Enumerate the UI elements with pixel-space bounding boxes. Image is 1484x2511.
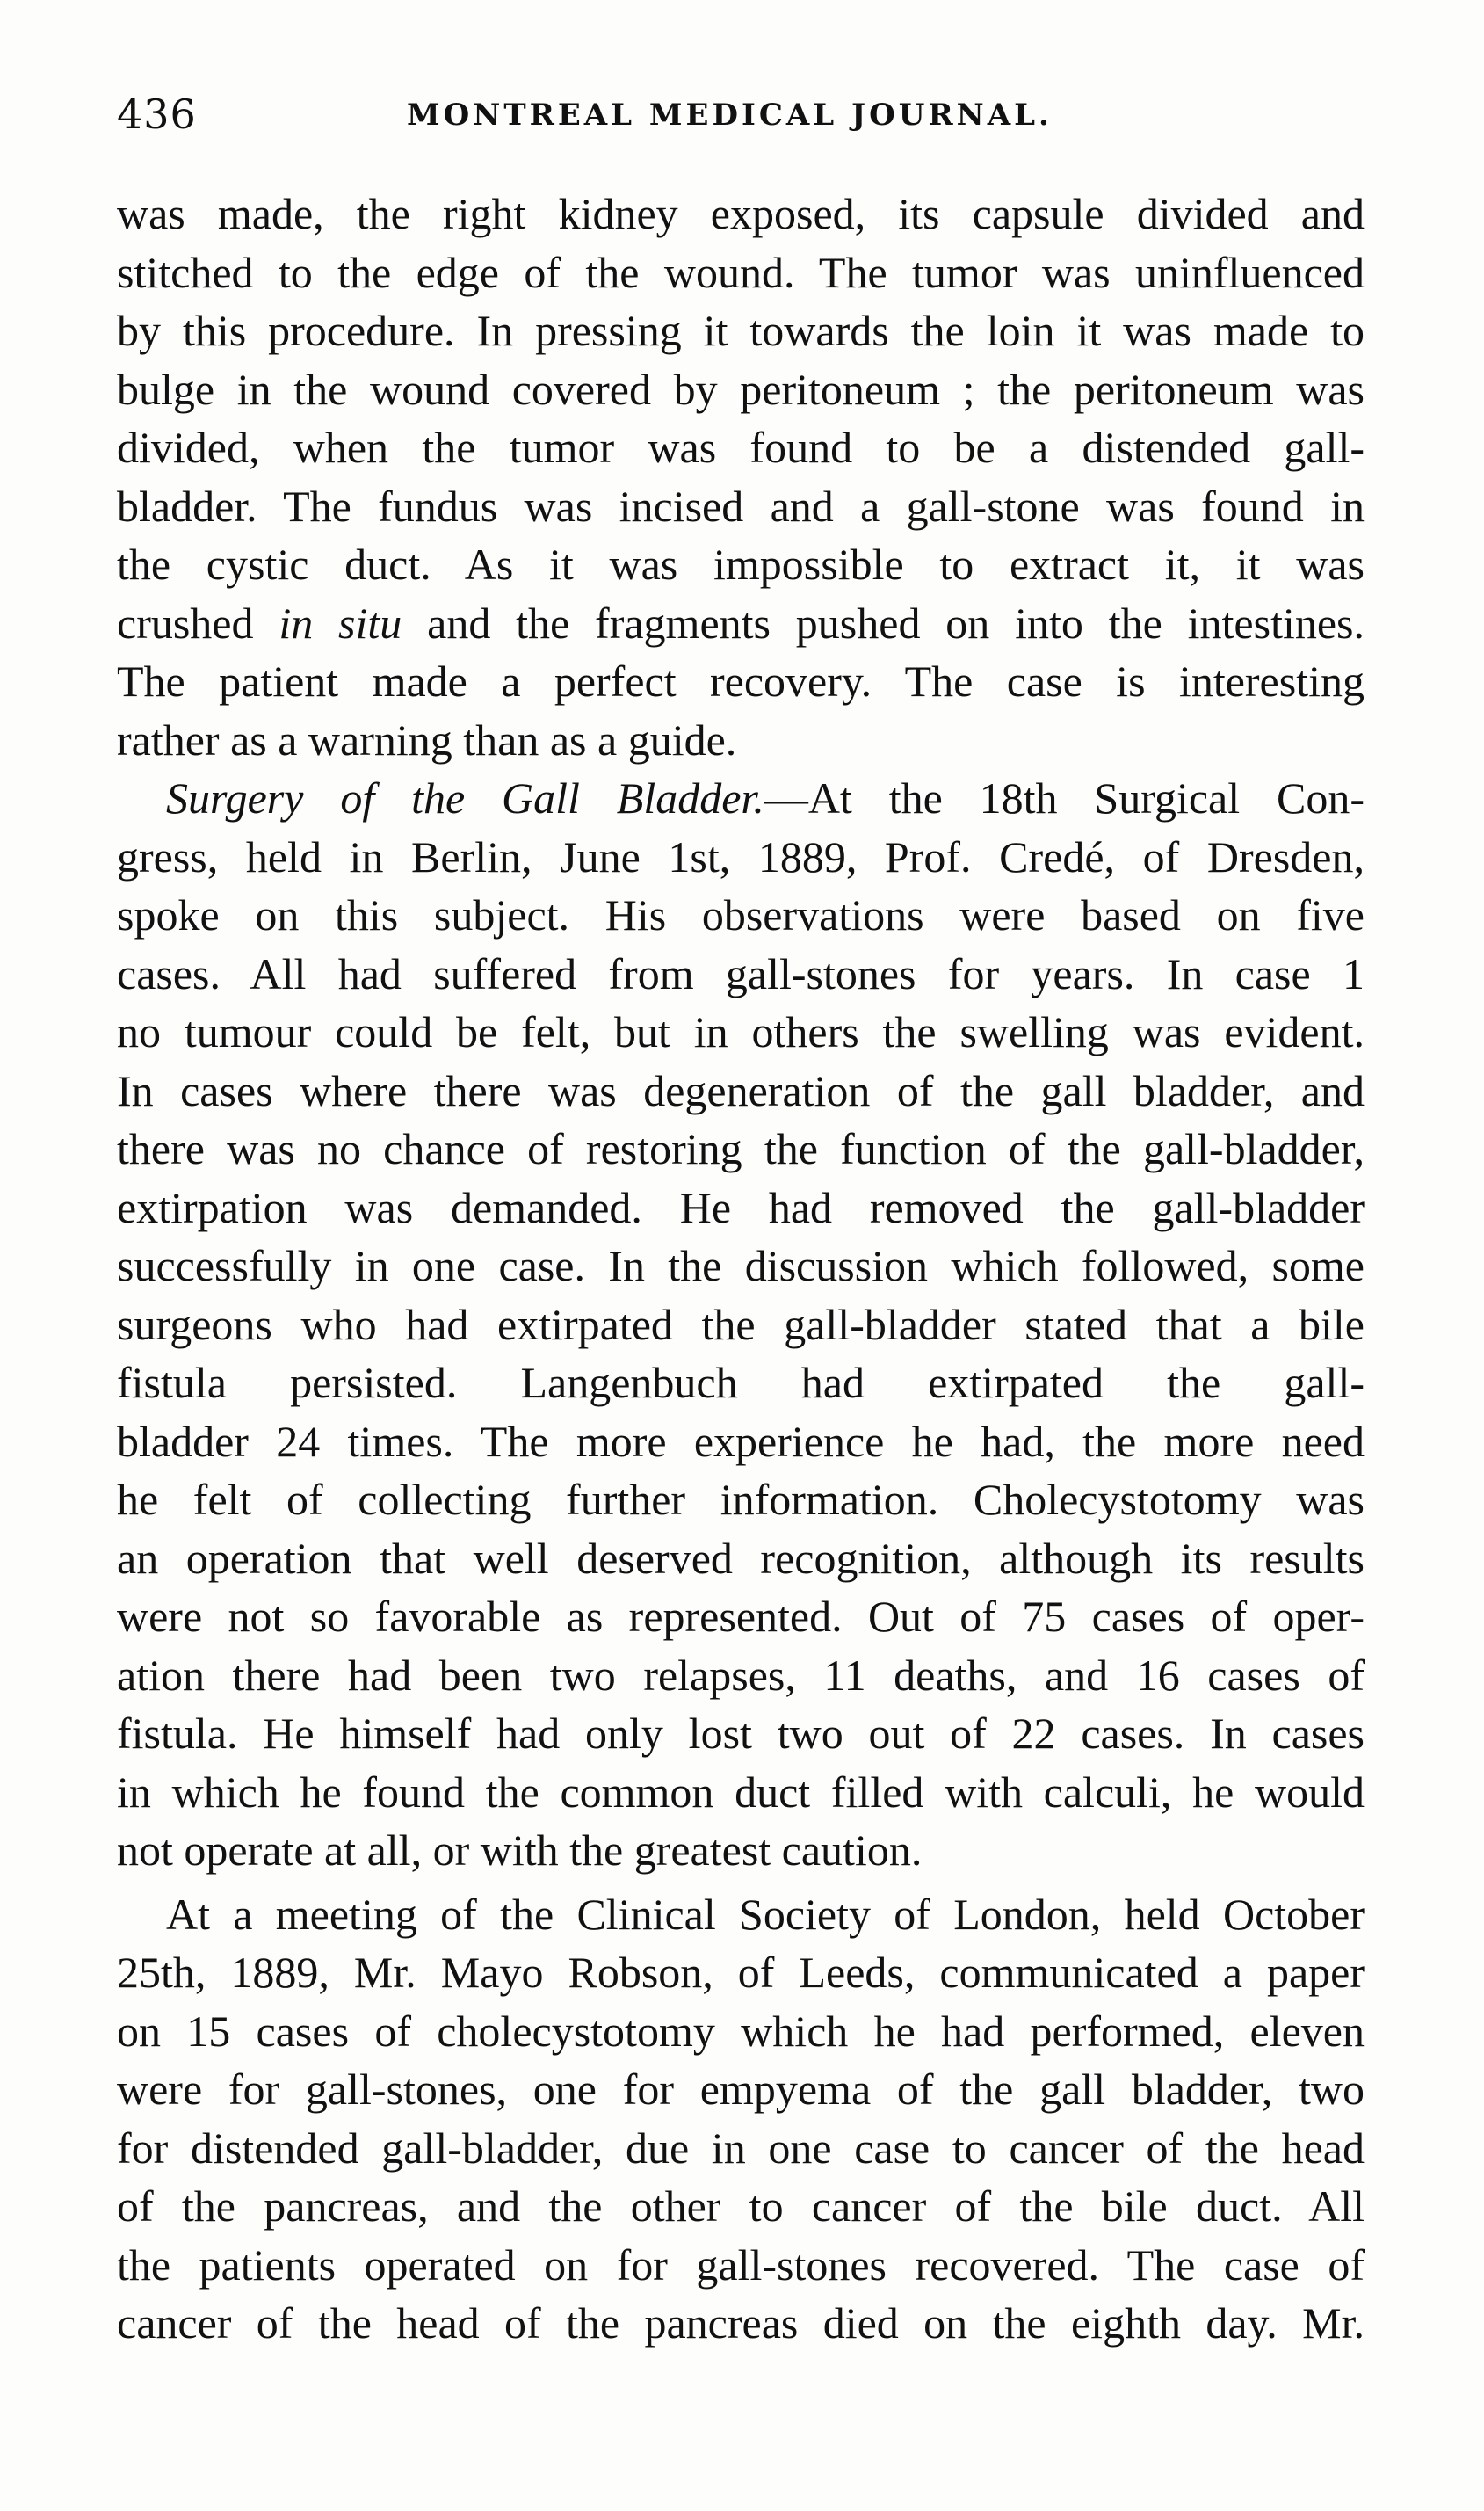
text-fragment: and the fragments pushed on into the intestines.: [427, 598, 1365, 648]
section-heading-line: [117, 769, 1365, 828]
running-head: MONTREAL MEDICAL JOURNAL.: [407, 98, 1053, 133]
text-line: not operate at all, or with the greatest caution.: [117, 1825, 923, 1875]
text-fragment: crushed: [117, 598, 279, 648]
text-line: extirpation was demanded. He had removed the gall-bladder: [117, 1182, 1365, 1232]
section-title: Surgery of the Gall Bladder.: [166, 773, 764, 823]
text-line: spoke on this subject. His observations were based on five: [117, 890, 1365, 940]
page-number: 436: [117, 91, 197, 138]
text-line: bulge in the wound covered by peritoneum ; the peritoneum was: [117, 364, 1365, 414]
text-line: there was no chance of restoring the function of the gall-bladder,: [117, 1124, 1365, 1173]
text-fragment: —At the 18th Surgical Con-: [764, 773, 1365, 823]
italic-phrase: in situ: [279, 598, 402, 648]
text-line: in which he found the common duct filled with calculi, he would: [117, 1767, 1365, 1817]
paragraph-2: [117, 769, 1365, 1880]
text-line: divided, when the tumor was found to be a distended gall-: [117, 423, 1365, 472]
text-line-with-italic: [117, 594, 1365, 653]
text-line: the patients operated on for gall-stones recovered. The case of: [117, 2239, 1365, 2290]
text-line: for distended gall-bladder, due in one case to cancer of the head: [117, 2123, 1365, 2173]
text-line: fistula. He himself had only lost two out of 22 cases. In cases: [117, 1709, 1365, 1758]
text-line: stitched to the edge of the wound. The tumor was uninfluenced: [117, 247, 1365, 297]
text-line: 25th, 1889, Mr. Mayo Robson, of Leeds, communicated a paper: [117, 1948, 1365, 1997]
text-line: was made, the right kidney exposed, its capsule divided and: [117, 189, 1365, 238]
text-line: he felt of collecting further information. Cholecystotomy was: [117, 1475, 1365, 1524]
text-line: the cystic duct. As it was impossible to extract it, it was: [117, 540, 1365, 589]
text-line: were for gall-stones, one for empyema of the gall bladder, two: [117, 2065, 1365, 2114]
page-header: [117, 88, 1365, 141]
paragraph-3: [117, 1885, 1365, 2353]
text-line: cases. All had suffered from gall-stones for years. In case 1: [117, 948, 1365, 998]
text-line: an operation that well deserved recognition, although its results: [117, 1533, 1365, 1583]
text-line: no tumour could be felt, but in others the swelling was evident.: [117, 1007, 1365, 1056]
text-line: rather as a warning than as a guide.: [117, 715, 737, 765]
article-body: [117, 185, 1365, 2353]
text-line: bladder. The fundus was incised and a gall-stone was found in: [117, 481, 1365, 531]
text-line: of the pancreas, and the other to cancer of the bile duct. All: [117, 2181, 1365, 2231]
text-line: surgeons who had extirpated the gall-bladder stated that a bile: [117, 1299, 1365, 1349]
text-line: At a meeting of the Clinical Society of London, held October: [166, 1889, 1365, 1939]
text-line: cancer of the head of the pancreas died on the eighth day. Mr.: [117, 2298, 1365, 2348]
paragraph-1: [117, 185, 1365, 769]
text-line: were not so favorable as represented. Out of 75 cases of oper-: [117, 1592, 1365, 1641]
text-line: bladder 24 times. The more experience he had, the more need: [117, 1416, 1365, 1466]
text-line: on 15 cases of cholecystotomy which he had performed, eleven: [117, 2006, 1365, 2056]
text-line: gress, held in Berlin, June 1st, 1889, Prof. Credé, of Dresden,: [117, 831, 1365, 882]
text-line: by this procedure. In pressing it towards the loin it was made to: [117, 306, 1365, 355]
text-line: successfully in one case. In the discussion which followed, some: [117, 1241, 1365, 1290]
text-line: fistula persisted. Langenbuch had extirpated the gall-: [117, 1358, 1365, 1407]
text-line: The patient made a perfect recovery. The case is interesting: [117, 657, 1365, 706]
text-line: In cases where there was degeneration of the gall bladder, and: [117, 1065, 1365, 1115]
text-line: ation there had been two relapses, 11 deaths, and 16 cases of: [117, 1650, 1365, 1700]
